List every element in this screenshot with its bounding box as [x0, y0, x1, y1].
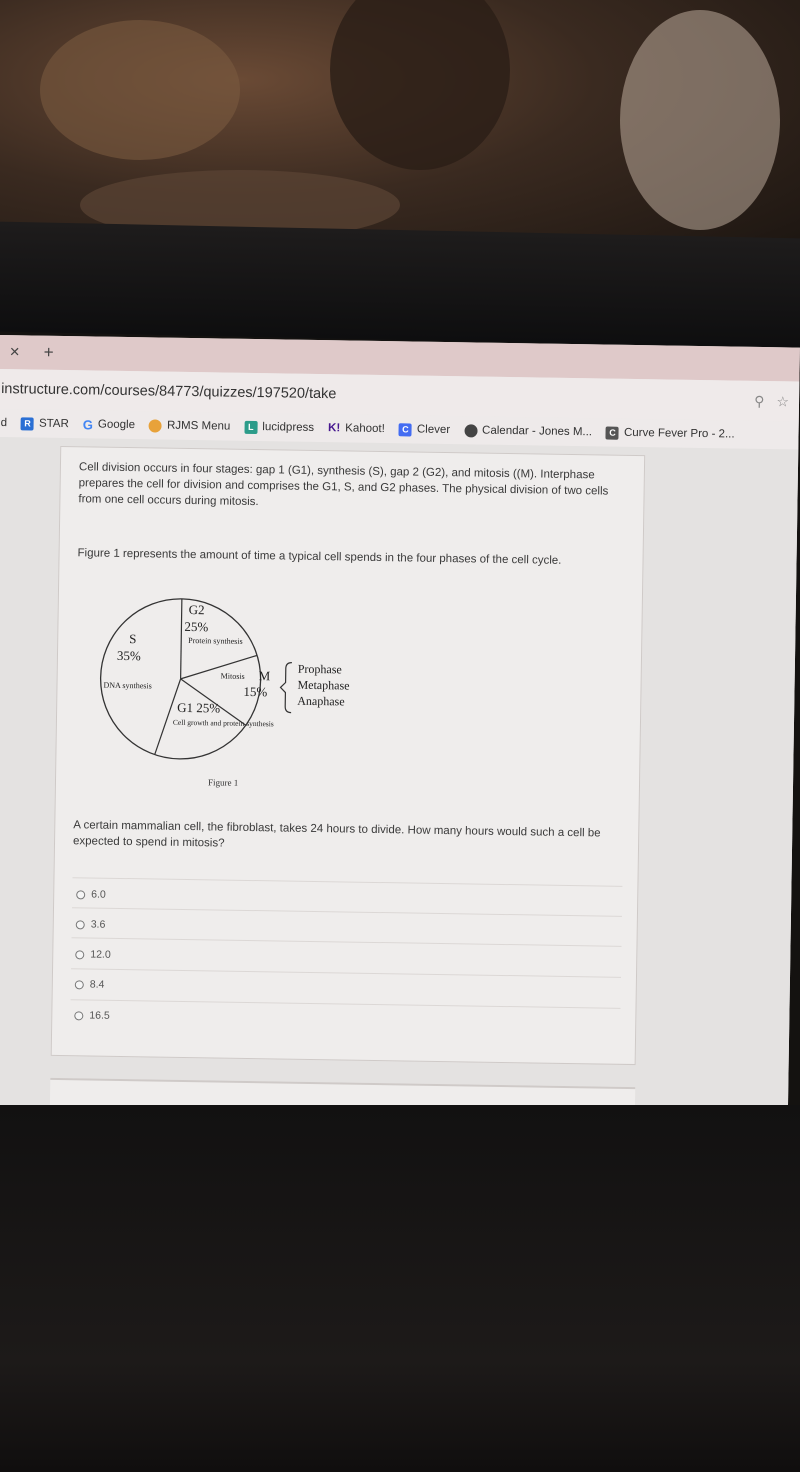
g1-note-label: Cell growth and protein synthesis — [172, 717, 274, 729]
s-label: S — [129, 631, 137, 647]
question-card — [51, 446, 646, 1065]
option-divider — [72, 907, 622, 917]
kahoot-icon: K! — [327, 422, 341, 435]
question-intro: Cell division occurs in four stages: gap 1 (G1), synthesis (S), gap 2 (G2), and mitosis ((M). Interphase prepares the cell for division and comprises the G1, S, and G2 phases. The physical division of two cells from one cell occurs during mitosis. — [78, 461, 609, 509]
bookmark-partial[interactable]: d — [0, 417, 8, 430]
bookmark-star[interactable]: R STAR — [21, 417, 69, 431]
option-divider — [72, 937, 622, 947]
radio-button[interactable] — [76, 890, 85, 899]
s-value-label: 35% — [116, 647, 141, 664]
bookmark-rjms-menu[interactable]: RJMS Menu — [149, 419, 230, 433]
s-note-label: DNA synthesis — [103, 680, 152, 691]
m-value-label: 15% — [243, 683, 268, 700]
renaissance-icon: R — [21, 417, 34, 430]
radio-button[interactable] — [75, 980, 84, 989]
quiz-content — [0, 437, 798, 1122]
answer-option-1[interactable]: 6.0 — [76, 888, 106, 900]
url-text[interactable]: instructure.com/courses/84773/quizzes/197520/take — [1, 381, 337, 403]
answer-option-2[interactable]: 3.6 — [76, 918, 106, 930]
star-icon[interactable]: ☆ — [776, 392, 790, 409]
bookmark-clever[interactable]: C Clever — [399, 423, 450, 437]
m-note-label: Mitosis — [220, 671, 245, 681]
clever-icon: C — [399, 423, 412, 436]
g2-note-label: Protein synthesis — [188, 635, 243, 646]
option-divider — [72, 877, 622, 887]
desk-surface — [0, 1105, 800, 1472]
question-prompt: A certain mammalian cell, the fibroblast, takes 24 hours to divide. How many hours would such a cell be expected to spend in mitosis? — [72, 819, 601, 850]
answer-option-5[interactable]: 16.5 — [74, 1009, 110, 1022]
m-label: M — [258, 668, 271, 684]
answer-option-3[interactable]: 12.0 — [75, 948, 111, 961]
menu-icon — [149, 419, 162, 432]
curvefever-icon: C — [606, 426, 619, 439]
answer-option-4[interactable]: 8.4 — [75, 978, 105, 990]
browser-window — [0, 335, 800, 1122]
google-icon: G — [82, 416, 94, 432]
radio-button[interactable] — [74, 1011, 83, 1020]
bookmark-kahoot[interactable]: K! Kahoot! — [327, 422, 385, 436]
search-icon[interactable]: ⚲ — [754, 392, 765, 409]
radio-button[interactable] — [75, 950, 84, 959]
g1-value-label: G1 25% — [177, 699, 221, 716]
bookmark-lucidpress[interactable]: L lucidpress — [244, 420, 314, 434]
monitor-bezel — [0, 222, 800, 349]
lucidpress-icon: L — [244, 420, 257, 433]
figure-intro: Figure 1 represents the amount of time a typical cell spends in the four phases of the cell cycle. — [77, 547, 562, 567]
pie-divider-g1-s — [155, 678, 181, 754]
new-tab-icon[interactable]: + — [43, 342, 54, 362]
pie-divider-s-g2 — [181, 599, 182, 679]
g2-value-label: 25% — [184, 618, 209, 635]
cell-cycle-pie-chart — [94, 578, 397, 793]
calendar-icon — [464, 424, 477, 437]
mitosis-brace — [280, 662, 292, 712]
prophase-label: Prophase — [297, 661, 342, 677]
radio-button[interactable] — [76, 920, 85, 929]
bookmark-google[interactable]: G Google — [82, 416, 136, 432]
option-divider — [71, 968, 621, 978]
metaphase-label: Metaphase — [297, 677, 350, 693]
pie-divider-g2-m — [181, 654, 257, 680]
anaphase-label: Anaphase — [297, 693, 345, 709]
figure-caption: Figure 1 — [207, 777, 239, 788]
option-divider — [71, 999, 621, 1009]
bookmark-calendar[interactable]: Calendar - Jones M... — [464, 424, 592, 439]
bookmark-curve-fever[interactable]: C Curve Fever Pro - 2... — [606, 426, 735, 441]
g2-label: G2 — [188, 601, 205, 618]
close-tab-icon[interactable]: × — [9, 342, 20, 362]
